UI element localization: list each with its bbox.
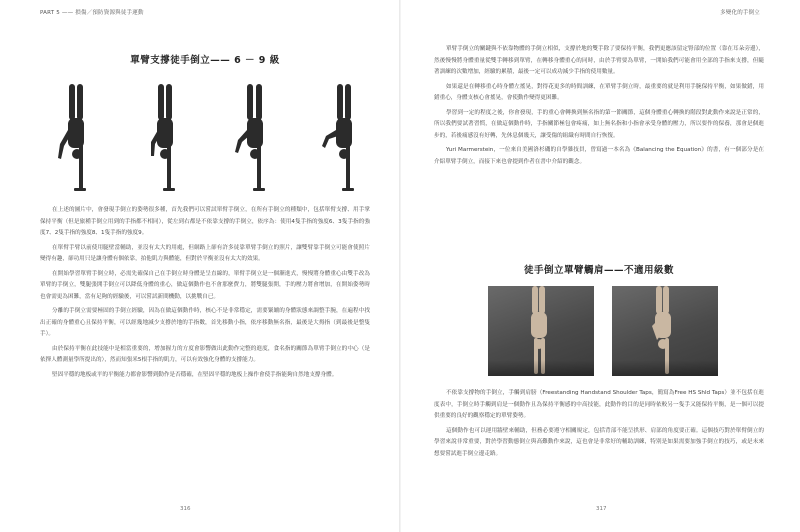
one-arm-handstand-figure-3 [229, 84, 281, 192]
paragraph: 單臂手倒立的關鍵與不依靠物體的手倒立相似，支撐於地的雙手除了要保持平衡，我們更應該留定腎部的位置（靠在耳朵旁邊），然後慢慢將身體重量從雙手轉移到單臂，在轉移身體重心的同時，由於手臂要為單臂，一開始我們可能會用全部的手指來支撐，但隨著訓練的次數增加，經驗的累積，最後一定可以成功減少手指的使用數量。 [434, 46, 764, 75]
one-arm-handstand-figure-4 [318, 84, 370, 192]
running-head-right: 多變化的手倒立 [720, 10, 760, 16]
handstand-figure-row [50, 82, 370, 192]
page-number-right: 317 [596, 506, 607, 512]
section-title-right: 徒手倒立單臂觸肩——不適用級數 [523, 265, 674, 276]
paragraph: 不依靠支撐物的手倒立，手觸到肩膀（Freestanding Handstand Shoulder Taps，簡寫為Free HS Shld Taps）並不包括在進度表中，手倒立時手觸到肩是一個動作且為保持平衡感的中高技能，此動作的目的是同時依較另一隻手又能保持平衡，是一個可以提供重要的良好的觀察穩定的單臂姿勢。 [434, 390, 764, 419]
section-title-left: 單臂支撐徒手倒立—— 6 － 9 級 [130, 55, 280, 66]
paragraph: 這個動作也可以運用牆壁來輔助，但務必要遵守相關規定，包括背部不能呈拱形、肩部的角度要正確。這個技巧對於單臂倒立的學習來說非常重要，對於學習動態倒立與高難動作來說，這也會是非常好的輔助訓練，特別是如果需要加強手倒立的技巧，或是未來想要嘗試進手倒立邊走路。 [434, 427, 764, 457]
body-text-right-top [434, 44, 764, 171]
body-text-left [40, 205, 370, 384]
paragraph: 分離的手倒立需要極固的手倒立經驗，因為在做這個動作時，核心不是非常穩定，需要緊繃的身體狀態來調整手腕，在遍程中找出正確的身體重心且保持平衡，可以經幾地減少支撐於地的手指數，首先移動小指，依序移動無名指，最後是大拇指（到最後是整隻手）。 [40, 308, 370, 337]
paragraph: 由於保持平衡在此技能中是相當重要的，增加握力的方度會影響做出此動作完整的進度，食名指的關節為單臂手倒立的中心（是依擇人體測量學所提出的），然而知張米5根手指的肌力，可以有效強化身體的支撐能力。 [40, 345, 370, 363]
paragraph: Yuri Marmerstein，一位來自美國洛杉磯的自學雜技員，曾寫過一本名為《Balancing the Equation》的書，有一個部分是在介紹單臂手倒立，而接下來也會提到作者在書中介紹的觀念。 [434, 147, 764, 165]
floor-shadow [612, 360, 718, 376]
page-number-left: 316 [180, 506, 191, 512]
paragraph: 在開始學習單臂手倒立時，必需先確保自己在手倒立時身體是呈直線的，單臂手倒立是一個漸進式，慢慢將身體重心由雙手改為單臂的手倒立，雙腿張開手倒立可以降低身體的重心，做這個動作也不會那麼費力，將雙腿張開，手的壓力將會增加，在開始姿勢時也會需更為困難，當有足夠的經驗後，可以嘗試新間機動，以挑戰自已。 [40, 270, 370, 300]
shoulder-tap-photo-1 [488, 286, 594, 376]
paragraph: 如果還是在轉移重心時身體左搖晃，對得花更多的時間訓練，在單臂手倒立時，最重要的就是利用手腕保持平衡，如果做錯，用錯重心，身體支核心會搖晃，會使動作變得更困難。 [434, 83, 764, 101]
paragraph: 學習到一定的程度之後，你會發現，手的重心會轉換到無名指的第一節關節，這個身體重心轉換的階段對此動作來說是正常的，所以我們要試著習慣，在做這個動作時，手指關節極包會疼痛，如上無名指和小指會承受身體的壓力，所以要作的保養，那會是個進步的，若後痛感沒有好轉，先休息個幾天，讓受傷的組織有時間自行恢復。 [434, 109, 764, 139]
one-arm-handstand-figure-2 [139, 84, 191, 192]
paragraph: 在上述的圖片中，會發現手倒立的姿勢很多種，首先我們可以嘗試單臂手倒立，在所有手倒立的種類中，包括單臂支撐、用手掌保持平衡（但是旅種手倒立用到的手指都不相同），從左到右都是不依靠支撐的手倒立，依序為：使用4隻手指的強度6、3隻手指的強度7、2隻手指的強度8、1隻手指的強度9。 [40, 207, 370, 236]
paragraph: 堅固平穩的地板或平的平衡能力都會影響到動作是否穩確，在堅固平穩的地板上操作會使手指能夠自然地支撐身體。 [52, 371, 338, 378]
running-head-left: PART 5 —— 損傷／預防資源與徒手運動 [40, 10, 144, 16]
right-page [400, 0, 800, 532]
one-arm-handstand-figure-1 [50, 84, 102, 192]
shoulder-tap-photo-2 [612, 286, 718, 376]
body-text-right-bottom [434, 388, 764, 463]
floor-shadow [488, 360, 594, 376]
paragraph: 在單臂手臂以前使用腿壁當輔助，並沒有太大的用處，但網路上卻有許多徒靠單臂手倒立的照片，讓雙臂靠手倒立可能會使照片變得有趣，卻功用只是讓身體有個依靠，拍他肌力與體能，但對於平衡並沒有太大的效果。 [40, 244, 370, 262]
